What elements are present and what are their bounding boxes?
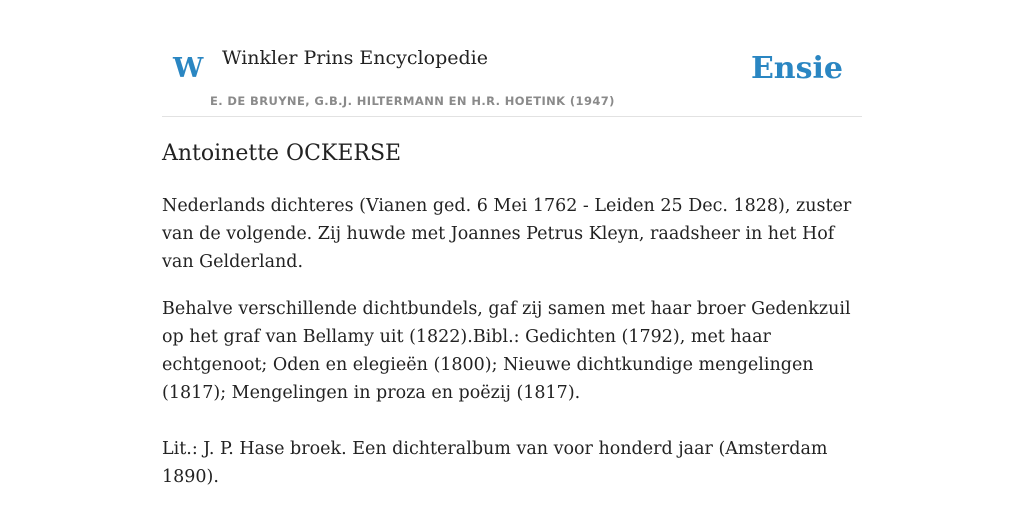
site-header: [162, 0, 862, 117]
article-paragraph: Behalve verschillende dichtbundels, gaf zij samen met haar broer Gedenkzuil op het graf van Bellamy uit (1822).Bibl.: Gedichten (1792), met haar echtgenoot; Oden en elegieën (1800); Nieuwe dichtkundige mengelingen (1817); Mengelingen in proza en poëzij (1817).: [162, 299, 851, 403]
page-content: [162, 0, 862, 487]
publication-title[interactable]: Winkler Prins Encyclopedie: [222, 47, 488, 69]
publication-logo-icon[interactable]: W: [173, 53, 203, 84]
article-title: Antoinette OCKERSE: [162, 141, 402, 166]
brand-logo[interactable]: Ensie: [750, 51, 843, 86]
article-paragraph: Nederlands dichteres (Vianen ged. 6 Mei 1762 - Leiden 25 Dec. 1828), zuster van de volgende. Zij huwde met Joannes Petrus Kleyn, raadsheer in het Hof van Gelderland.: [162, 196, 852, 272]
article-literature: Lit.: J. P. Hase broek. Een dichteralbum van voor honderd jaar (Amsterdam 1890).: [162, 439, 828, 487]
publication-authors: E. DE BRUYNE, G.B.J. HILTERMANN EN H.R. HOETINK (1947): [210, 94, 615, 108]
